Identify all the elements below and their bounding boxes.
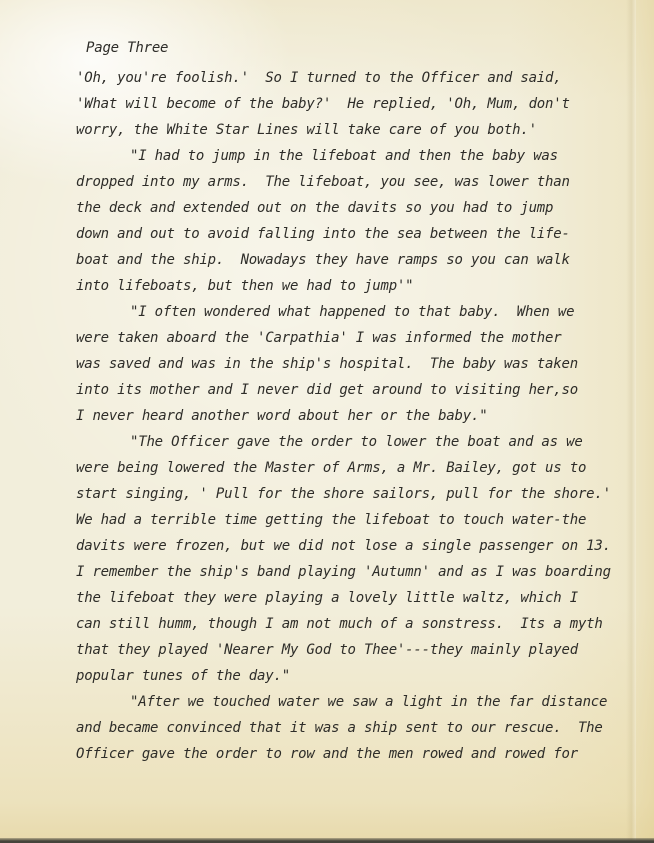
text-line: into lifeboats, but then we had to jump'" [76, 278, 414, 294]
text-line: 'Oh, you're foolish.' So I turned to the Officer and said, [76, 70, 562, 86]
text-line: davits were frozen, but we did not lose a single passenger on 13. [76, 538, 611, 554]
text-line: worry, the White Star Lines will take care of you both.' [76, 122, 537, 138]
text-line: start singing, ' Pull for the shore sailors, pull for the shore.' [76, 486, 611, 502]
text-line: popular tunes of the day." [76, 668, 290, 684]
text-line: the lifeboat they were playing a lovely little waltz, which I [76, 590, 578, 606]
text-line: We had a terrible time getting the lifeboat to touch water-the [76, 512, 587, 528]
paragraph [76, 689, 632, 767]
text-line: "After we touched water we saw a light in the far distance [130, 694, 608, 710]
paragraph [76, 299, 632, 429]
text-line: I remember the ship's band playing 'Autumn' and as I was boarding [76, 564, 611, 580]
text-line: that they played 'Nearer My God to Thee'---they mainly played [76, 642, 578, 658]
text-line: "The Officer gave the order to lower the boat and as we [130, 434, 583, 450]
paragraphs [76, 65, 632, 767]
paragraph [76, 429, 632, 689]
text-line: was saved and was in the ship's hospital. The baby was taken [76, 356, 578, 372]
text-line: into its mother and I never did get around to visiting her,so [76, 382, 578, 398]
text-line: were being lowered the Master of Arms, a Mr. Bailey, got us to [76, 460, 587, 476]
text-line: dropped into my arms. The lifeboat, you see, was lower than [76, 174, 570, 190]
text-line: I never heard another word about her or the baby." [76, 408, 488, 424]
page-content [76, 35, 632, 767]
text-line: the deck and extended out on the davits so you had to jump [76, 200, 554, 216]
text-line: down and out to avoid falling into the sea between the life- [76, 226, 570, 242]
page-heading: Page Three [86, 40, 169, 56]
text-line: 'What will become of the baby?' He replied, 'Oh, Mum, don't [76, 96, 570, 112]
text-line: boat and the ship. Nowadays they have ramps so you can walk [76, 252, 570, 268]
scan-edge [0, 838, 654, 843]
paragraph [76, 143, 632, 299]
text-line: and became convinced that it was a ship sent to our rescue. The [76, 720, 603, 736]
text-line: "I had to jump in the lifeboat and then the baby was [130, 148, 558, 164]
paragraph [76, 65, 632, 143]
text-line: were taken aboard the 'Carpathia' I was informed the mother [76, 330, 562, 346]
text-line: "I often wondered what happened to that baby. When we [130, 304, 575, 320]
text-line: can still humm, though I am not much of a sonstress. Its a myth [76, 616, 603, 632]
text-line: Officer gave the order to row and the men rowed and rowed for [76, 746, 578, 762]
